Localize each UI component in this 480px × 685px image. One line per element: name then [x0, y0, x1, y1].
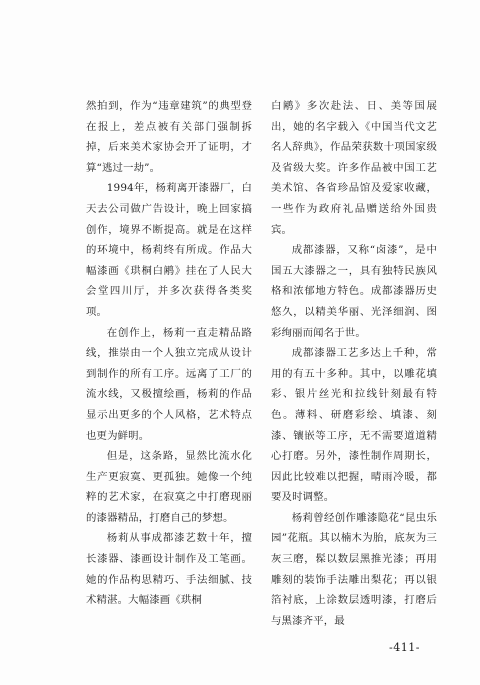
paragraph: 在创作上，杨莉一直走精品路线，推崇由一个人独立完成从设计到制作的所有工序。远离了工厂的流水线，又极擅绘画，杨莉的作品显示出更多的个人风格，艺术特点也更为鲜明。: [86, 326, 252, 442]
page-number: -411-: [389, 641, 420, 654]
paragraph: 然拍到，作为“违章建筑”的典型登在报上，差点被有关部门强制拆掉，后来美术家协会开了证明，才算“逃过一劫”。: [86, 100, 252, 174]
right-text-column: [271, 96, 437, 631]
paragraph: 1994年，杨莉离开漆器厂，白天去公司做广告设计，晚上回家搞创作，境界不断提高。就是在这样的环境中，杨莉终有所成。作品大幅漆画《珙桐白鹇》挂在了人民大会堂四川厅，并多次获得各类奖项。: [86, 182, 252, 318]
paragraph: 但是，这条路，显然比流水化生产更寂寞、更孤独。她像一个纯粹的艺术家，在寂寞之中打磨现丽的漆器精品，打磨自己的梦想。: [86, 450, 252, 524]
paragraph: 杨莉从事成都漆艺数十年，擅长漆器、漆画设计制作及工笔画。她的作品构思精巧、手法细腻、技术精湛。大幅漆画《珙桐: [86, 532, 252, 607]
left-text-column: [86, 96, 252, 611]
paragraph: 成都漆器工艺多达上千种，常用的有五十多种。其中，以雕花填彩、银片丝光和拉线针刻最有特色。薄料、研磨彩绘、填漆、刻漆、镶嵌等工序，无不需要道道精心打磨。另外，漆性制作周期长，因此比较难以把握，晴雨冷暖，都要及时调整。: [271, 347, 437, 504]
paragraph: 成都漆器，又称“卤漆”，是中国五大漆器之一，具有独特民族风格和浓郁地方特色。成都漆器历史悠久，以精美华丽、光泽细润、图彩绚丽而闻名于世。: [271, 244, 437, 339]
paragraph: 白鹇》多次赴法、日、美等国展出，她的名字载入《中国当代文艺名人辞典》，作品荣获数十项国家级及省级大奖。许多作品被中国工艺美术馆、各省珍品馆及爱家收藏，一些作为政府礼品赠送给外国贵宾。: [271, 100, 437, 236]
paragraph: 杨莉曾经创作雕漆隐花“昆虫乐园”花瓶。其以楠木为胎，底灰为三灰三磨，髹以数层黑推光漆；再用雕刻的装饰手法雕出梨花；再以银箔衬底，上涂数层透明漆，打磨后与黑漆齐平，最: [271, 511, 437, 627]
